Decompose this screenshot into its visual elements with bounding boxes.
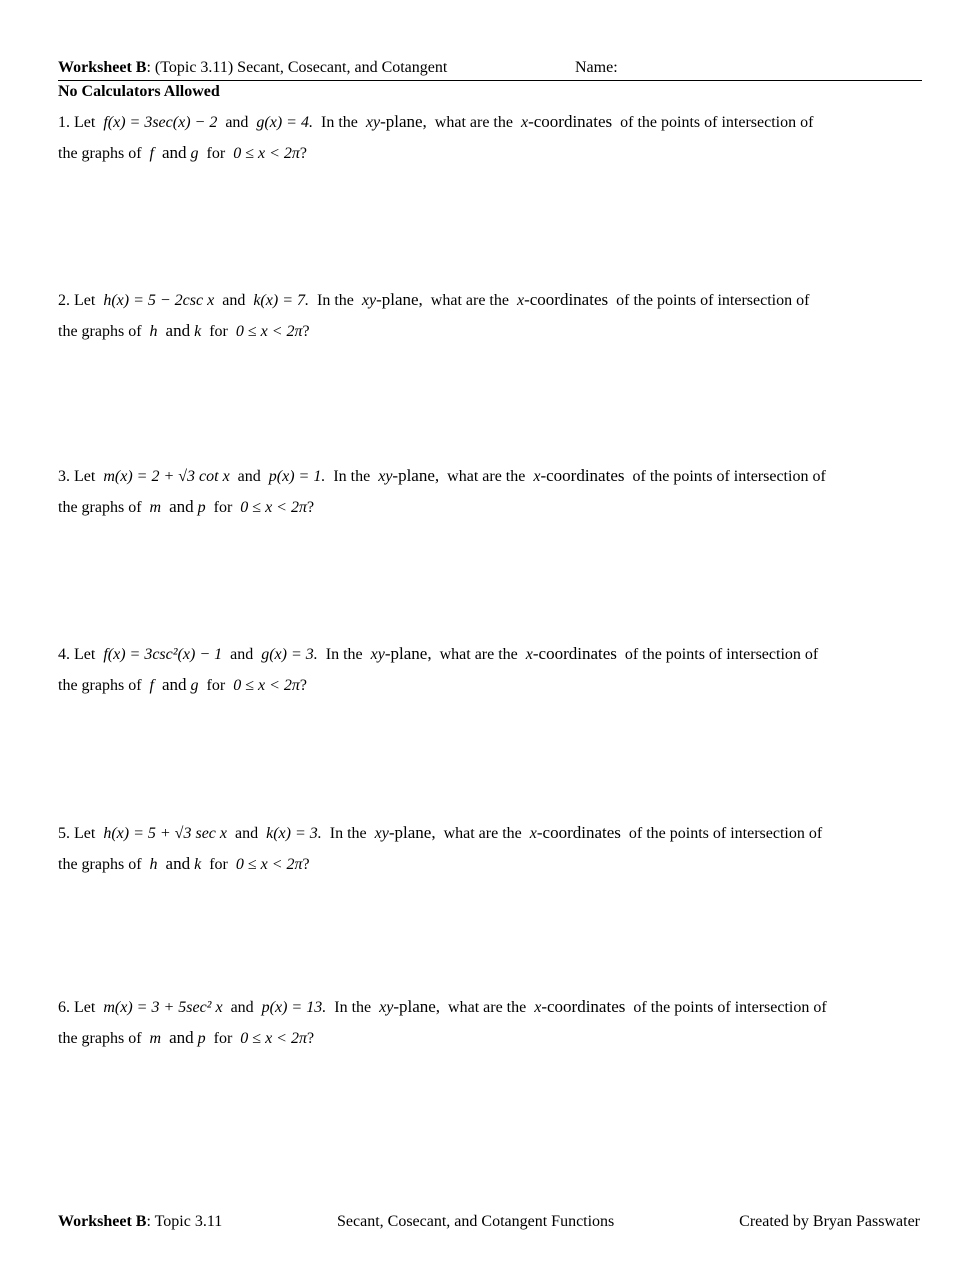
what-are-the: what are the: [439, 646, 518, 663]
function-definition-2: p(x) = 13.: [261, 999, 327, 1016]
graph-name-1: f: [149, 145, 154, 162]
graph-name-2: p: [197, 1030, 206, 1047]
coordinate-variable: x: [525, 646, 533, 663]
question-line-2: [58, 848, 924, 879]
question-1: [58, 106, 924, 168]
question-line-1: [58, 638, 924, 669]
question-4: [58, 638, 924, 700]
function-definition: f(x) = 3sec(x) − 2: [103, 114, 218, 131]
and-word: and: [235, 825, 259, 842]
for-word: for: [213, 499, 233, 516]
graph-name-2: k: [194, 856, 202, 873]
question-mark: ?: [299, 677, 307, 694]
graph-name-1: f: [149, 677, 154, 694]
and-word-2: and: [169, 1028, 194, 1047]
question-mark: ?: [307, 499, 315, 516]
domain-condition: 0 ≤ x < 2π: [240, 499, 307, 516]
question-line-1: [58, 817, 924, 848]
and-word-2: and: [161, 143, 187, 162]
in-the-word: In the: [334, 999, 372, 1016]
function-definition-2: p(x) = 1.: [268, 468, 326, 485]
question-line-2: [58, 315, 924, 346]
plane-variable: xy: [379, 999, 394, 1016]
question-line-2: [58, 137, 924, 168]
plane-word: -plane,: [380, 112, 427, 131]
coordinate-variable: x: [533, 468, 541, 485]
graph-name-2: g: [190, 145, 199, 162]
domain-condition: 0 ≤ x < 2π: [233, 145, 300, 162]
page-footer: [0, 1213, 979, 1235]
for-word: for: [206, 145, 226, 162]
question-line-2: [58, 669, 924, 700]
graphs-of-text: the graphs of: [58, 677, 142, 694]
function-definition-2: g(x) = 4.: [256, 114, 313, 131]
graph-name-1: h: [149, 856, 158, 873]
question-number: 4. Let: [58, 646, 96, 663]
graph-name-2: g: [190, 677, 199, 694]
domain-condition: 0 ≤ x < 2π: [233, 677, 300, 694]
question-6: [58, 991, 924, 1053]
intersection-text: of the points of intersection of: [616, 292, 810, 309]
question-line-1: [58, 284, 924, 315]
and-word: and: [230, 646, 254, 663]
and-word-2: and: [165, 321, 191, 340]
coordinates-word: -coordinates: [536, 823, 621, 842]
intersection-text: of the points of intersection of: [632, 468, 826, 485]
coordinates-word: -coordinates: [540, 466, 625, 485]
in-the-word: In the: [333, 468, 371, 485]
footer-credit: Created by Bryan Passwater: [739, 1213, 920, 1230]
and-word: and: [225, 114, 249, 131]
what-are-the: what are the: [434, 114, 513, 131]
plane-variable: xy: [374, 825, 389, 842]
function-definition: h(x) = 5 + √3 sec x: [103, 825, 227, 842]
question-line-1: [58, 991, 924, 1022]
graph-name-2: p: [197, 499, 206, 516]
graphs-of-text: the graphs of: [58, 499, 142, 516]
domain-condition: 0 ≤ x < 2π: [240, 1030, 307, 1047]
for-word: for: [209, 323, 228, 340]
function-definition: h(x) = 5 − 2csc x: [103, 292, 215, 309]
footer-left: [58, 1213, 222, 1231]
what-are-the: what are the: [448, 999, 527, 1016]
footer-center: Secant, Cosecant, and Cotangent Functions: [337, 1213, 615, 1230]
what-are-the: what are the: [447, 468, 526, 485]
question-number: 3. Let: [58, 468, 96, 485]
worksheet-title-bold: Worksheet B: [58, 59, 147, 76]
graph-name-1: m: [149, 1030, 162, 1047]
intersection-text: of the points of intersection of: [633, 999, 827, 1016]
question-line-2: [58, 491, 924, 522]
coordinate-variable: x: [516, 292, 525, 309]
intersection-text: of the points of intersection of: [624, 646, 819, 663]
in-the-word: In the: [329, 825, 367, 842]
question-mark: ?: [302, 856, 310, 873]
function-definition: f(x) = 3csc²(x) − 1: [103, 646, 223, 663]
plane-variable: xy: [365, 114, 381, 131]
plane-variable: xy: [378, 468, 393, 485]
question-line-2: [58, 1022, 924, 1053]
footer-left-bold: Worksheet B: [58, 1213, 147, 1230]
graph-name-2: k: [194, 323, 202, 340]
graph-name-1: m: [149, 499, 162, 516]
and-word-2: and: [165, 854, 191, 873]
question-mark: ?: [299, 145, 307, 162]
worksheet-header: [58, 58, 922, 81]
for-word: for: [213, 1030, 233, 1047]
question-number: 1. Let: [58, 114, 96, 131]
worksheet-title-rest: : (Topic 3.11) Secant, Cosecant, and Cotangent: [146, 59, 448, 76]
domain-condition: 0 ≤ x < 2π: [235, 323, 303, 340]
plane-variable: xy: [361, 292, 377, 309]
for-word: for: [209, 856, 228, 873]
function-definition-2: g(x) = 3.: [261, 646, 318, 663]
question-number: 5. Let: [58, 825, 96, 842]
and-word: and: [237, 468, 261, 485]
in-the-word: In the: [320, 114, 358, 131]
graphs-of-text: the graphs of: [58, 323, 142, 340]
plane-word: -plane,: [388, 823, 436, 842]
graph-name-1: h: [149, 323, 158, 340]
coordinate-variable: x: [520, 114, 529, 131]
coordinates-word: -coordinates: [532, 644, 617, 663]
and-word-2: and: [169, 497, 194, 516]
question-5: [58, 817, 924, 879]
domain-condition: 0 ≤ x < 2π: [235, 856, 303, 873]
function-definition: m(x) = 2 + √3 cot x: [103, 468, 230, 485]
question-3: [58, 460, 924, 522]
function-definition-2: k(x) = 3.: [266, 825, 322, 842]
and-word: and: [230, 999, 254, 1016]
question-mark: ?: [307, 1030, 315, 1047]
coordinates-word: -coordinates: [541, 997, 626, 1016]
worksheet-title: [58, 59, 447, 77]
in-the-word: In the: [316, 292, 354, 309]
for-word: for: [206, 677, 226, 694]
and-word-2: and: [161, 675, 187, 694]
question-number: 2. Let: [58, 292, 96, 309]
what-are-the: what are the: [443, 825, 522, 842]
question-2: [58, 284, 924, 346]
graphs-of-text: the graphs of: [58, 145, 142, 162]
coordinate-variable: x: [534, 999, 542, 1016]
footer-left-rest: : Topic 3.11: [146, 1213, 223, 1230]
graphs-of-text: the graphs of: [58, 856, 142, 873]
graphs-of-text: the graphs of: [58, 1030, 142, 1047]
coordinates-word: -coordinates: [524, 290, 609, 309]
name-label: Name:: [575, 59, 618, 76]
question-number: 6. Let: [58, 999, 96, 1016]
what-are-the: what are the: [430, 292, 509, 309]
plane-word: -plane,: [384, 644, 432, 663]
plane-word: -plane,: [392, 466, 440, 485]
and-word: and: [222, 292, 246, 309]
function-definition-2: k(x) = 7.: [253, 292, 309, 309]
intersection-text: of the points of intersection of: [620, 114, 814, 131]
question-mark: ?: [302, 323, 310, 340]
plane-word: -plane,: [393, 997, 441, 1016]
coordinate-variable: x: [529, 825, 537, 842]
in-the-word: In the: [325, 646, 363, 663]
plane-word: -plane,: [376, 290, 423, 309]
plane-variable: xy: [370, 646, 385, 663]
no-calculators-note: No Calculators Allowed: [58, 83, 220, 100]
question-line-1: [58, 460, 924, 491]
coordinates-word: -coordinates: [528, 112, 613, 131]
intersection-text: of the points of intersection of: [628, 825, 823, 842]
question-line-1: [58, 106, 924, 137]
function-definition: m(x) = 3 + 5sec² x: [103, 999, 223, 1016]
